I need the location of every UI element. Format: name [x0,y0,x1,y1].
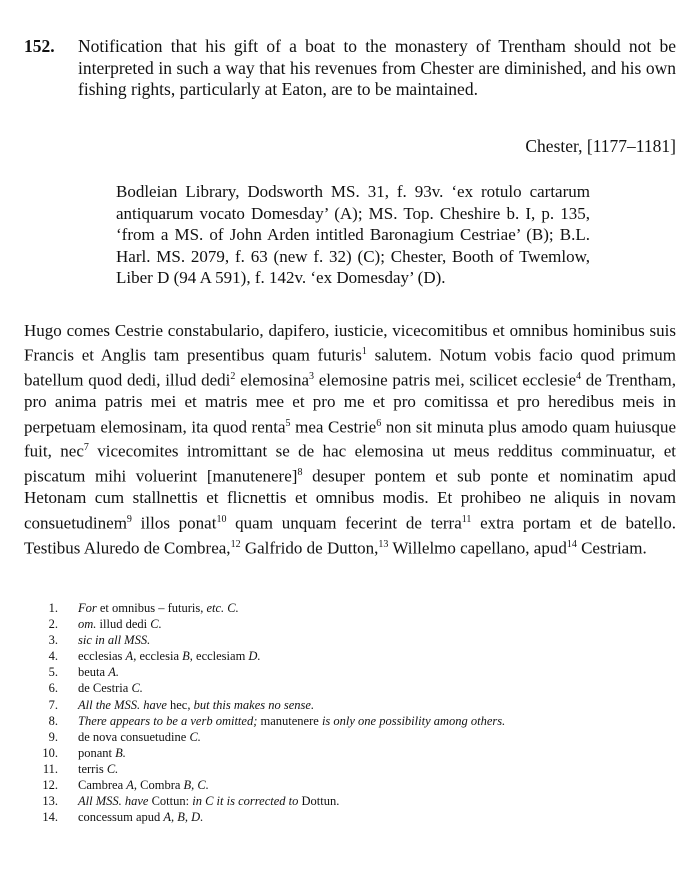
footnote-text [78,793,676,809]
footnote-ref: 13 [378,538,389,550]
footnote-number: 11. [42,761,58,776]
charter-segment: quam unquam fecerint de terra [226,513,462,533]
footnote [24,777,676,793]
footnotes [24,600,676,825]
footnote-number: 13. [42,794,58,809]
footnote-text [78,761,676,777]
charter-segment: Galfrido de Dutton, [240,538,379,558]
charter-segment: desuper pontem et sub ponte et nominatim apud Hetonam cum stallnettis et flicnettis et omnibus modis. Et prohibeo ne aliquis in novam consuetudinem [24,467,676,533]
footnote-text-part: B [182,649,190,664]
charter-segment: vicecomites intromittant se de hac elemosina ut meus redditus comminuatur, et piscatum mihi voluerint [manutenere] [24,442,676,487]
charter-segment: non sit minuta plus amodo quam huiusque fuit, nec [24,417,676,462]
footnote-ref: 4 [576,371,582,383]
footnote-text-part: A [125,649,134,664]
charter-segment: Hugo comes Cestrie constabulario, dapifero, iusticie, vicecomitibus et omnibus hominibus suis Francis et Anglis tam presentibus quam futuris [24,321,676,365]
charter-segment: elemosine patris mei, scilicet ecclesie [314,370,577,390]
footnote [24,697,676,713]
footnote-text-part: C. [131,681,143,696]
footnote-text [78,616,676,632]
place-date: Chester, [1177–1181] [525,136,676,156]
footnote-text-part: hec, [166,697,194,712]
footnote-text-part: A [126,778,134,793]
footnote-text [78,713,676,729]
footnote-text-part: , ecclesiam [189,649,249,664]
footnote [24,680,676,696]
charter-heading [24,36,676,101]
footnote-text-part: There appears to be a verb omitted; [78,713,258,728]
charter-segment: mea Cestrie [290,417,377,437]
footnote-text-part: is only one possibility among others. [321,713,506,728]
footnote-ref: 6 [376,417,382,429]
footnote [24,713,676,729]
footnote [24,761,676,777]
footnote-text-part: beuta [78,665,109,680]
footnote-text [78,680,676,696]
footnote-text-part: C. [189,729,201,744]
footnote-text-part: om. [78,617,97,632]
footnote-number: 4. [48,649,58,664]
footnote-text [78,632,676,648]
footnote-text-part: Dottun. [298,794,340,809]
footnote-number: 8. [48,713,58,728]
footnote-text [78,777,676,793]
footnote-text-part: et omnibus – futuris, [96,601,207,615]
footnote-text [78,729,676,745]
footnote-number: 14. [42,810,58,825]
footnote [24,600,676,616]
footnote-text [78,664,676,680]
footnote-ref: 5 [285,417,291,429]
footnote-text-part: illud dedi [96,617,151,632]
footnote-text-part: B. [115,745,126,760]
footnote-ref: 1 [361,346,367,358]
footnote [24,729,676,745]
footnote-number: 10. [42,745,58,760]
footnote-number: 5. [48,665,58,680]
footnote-ref: 9 [126,513,132,525]
footnote-text-part: concessum apud [78,810,164,825]
footnote-number: 12. [42,778,58,793]
footnote-ref: 12 [230,538,241,550]
footnote-text-part: , Combra [133,778,184,793]
footnote-text [78,600,676,616]
charter-segment: Willelmo capellano, apud [388,538,567,558]
footnote-text-part: Cottun: [148,794,193,809]
footnote-text [78,648,676,664]
charter-segment: salutem. Notum vobis facio quod primum batellum quod dedi, illud dedi [24,345,676,390]
footnote-text [78,745,676,761]
footnote-text-part: D. [248,649,261,664]
footnote-text-part: C. [150,617,162,632]
footnote-text [78,809,676,825]
footnote-number: 9. [48,729,58,744]
charter-segment: illos ponat [131,513,217,533]
footnote-text-part: ponant [78,745,116,760]
footnote-text-part: All MSS. have [78,794,149,809]
charter-summary: Notification that his gift of a boat to the monastery of Trentham should not be interpreted in such a way that his revenues from Chester are diminished, and his own fishing rights, particularly at Eaton, are to be maintained. [78,36,676,99]
footnote-text-part: terris [78,761,107,776]
footnote-text-part: etc. C. [206,601,239,615]
footnote [24,632,676,648]
footnote-text-part: A. [108,665,119,680]
footnote-ref: 11 [461,513,472,525]
footnote-text [78,697,676,713]
footnote-number: 1. [48,601,58,615]
charter-number: 152. [24,36,55,56]
footnote-number: 3. [48,633,58,648]
footnote-text-part: All the MSS. have [78,697,167,712]
footnote [24,793,676,809]
footnote [24,809,676,825]
footnote-ref: 14 [566,538,577,550]
footnote-text-part: B, C. [183,778,209,793]
footnote-text-part: C. [106,761,119,776]
footnote-ref: 3 [309,371,315,383]
charter-segment: de Trentham, pro anima patris mei et matris mee et pro me et pro comitissa et pro heredibus meis in perpetuam elemosinam, ita quod renta [24,370,676,437]
footnote-text-part: in C it is corrected to [192,794,299,809]
footnote-ref: 7 [83,442,89,454]
footnote-text-part: de nova consuetudine [78,729,190,744]
footnote-number: 7. [48,697,58,712]
footnote [24,745,676,761]
charter-segment: extra portam et de batello. Testibus Aluredo de Combrea, [24,513,677,558]
footnote [24,664,676,680]
footnote-text-part: manutenere [257,713,322,728]
footnote-text-part: ecclesias [78,649,126,664]
footnote-text-part: , ecclesia [133,649,183,664]
footnote-text-part: de Cestria [78,681,132,696]
manuscript-sources: Bodleian Library, Dodsworth MS. 31, f. 93v. ‘ex rotulo cartarum antiquarum vocato Domesday’ (A); MS. Top. Cheshire b. I, p. 135, ‘from a MS. of John Arden intitled Baronagium Cestriae’ (B); B.L. Harl. MS. 2079, f. 63 (new f. 32) (C); Chester, Booth of Twemlow, Liber D (94 A 591), f. 142v. ‘ex Domesday’ (D). [116,182,590,287]
footnote-ref: 2 [230,371,236,383]
footnote-text-part: but this makes no sense. [193,697,315,712]
footnote-number: 2. [48,617,58,632]
footnote-text-part: A, B, D. [163,810,204,825]
footnote-text-part: For [78,601,97,615]
footnote-number: 6. [48,681,58,696]
footnote-ref: 8 [297,467,303,479]
footnote-text-part: Cambrea [78,778,127,793]
footnote-ref: 10 [216,513,227,525]
charter-segment: elemosina [235,370,310,390]
footnote [24,616,676,632]
footnote-text-part: sic in all MSS. [78,633,151,648]
footnote [24,648,676,664]
charter-text [24,320,676,559]
charter-segment: Cestriam. [576,538,647,558]
